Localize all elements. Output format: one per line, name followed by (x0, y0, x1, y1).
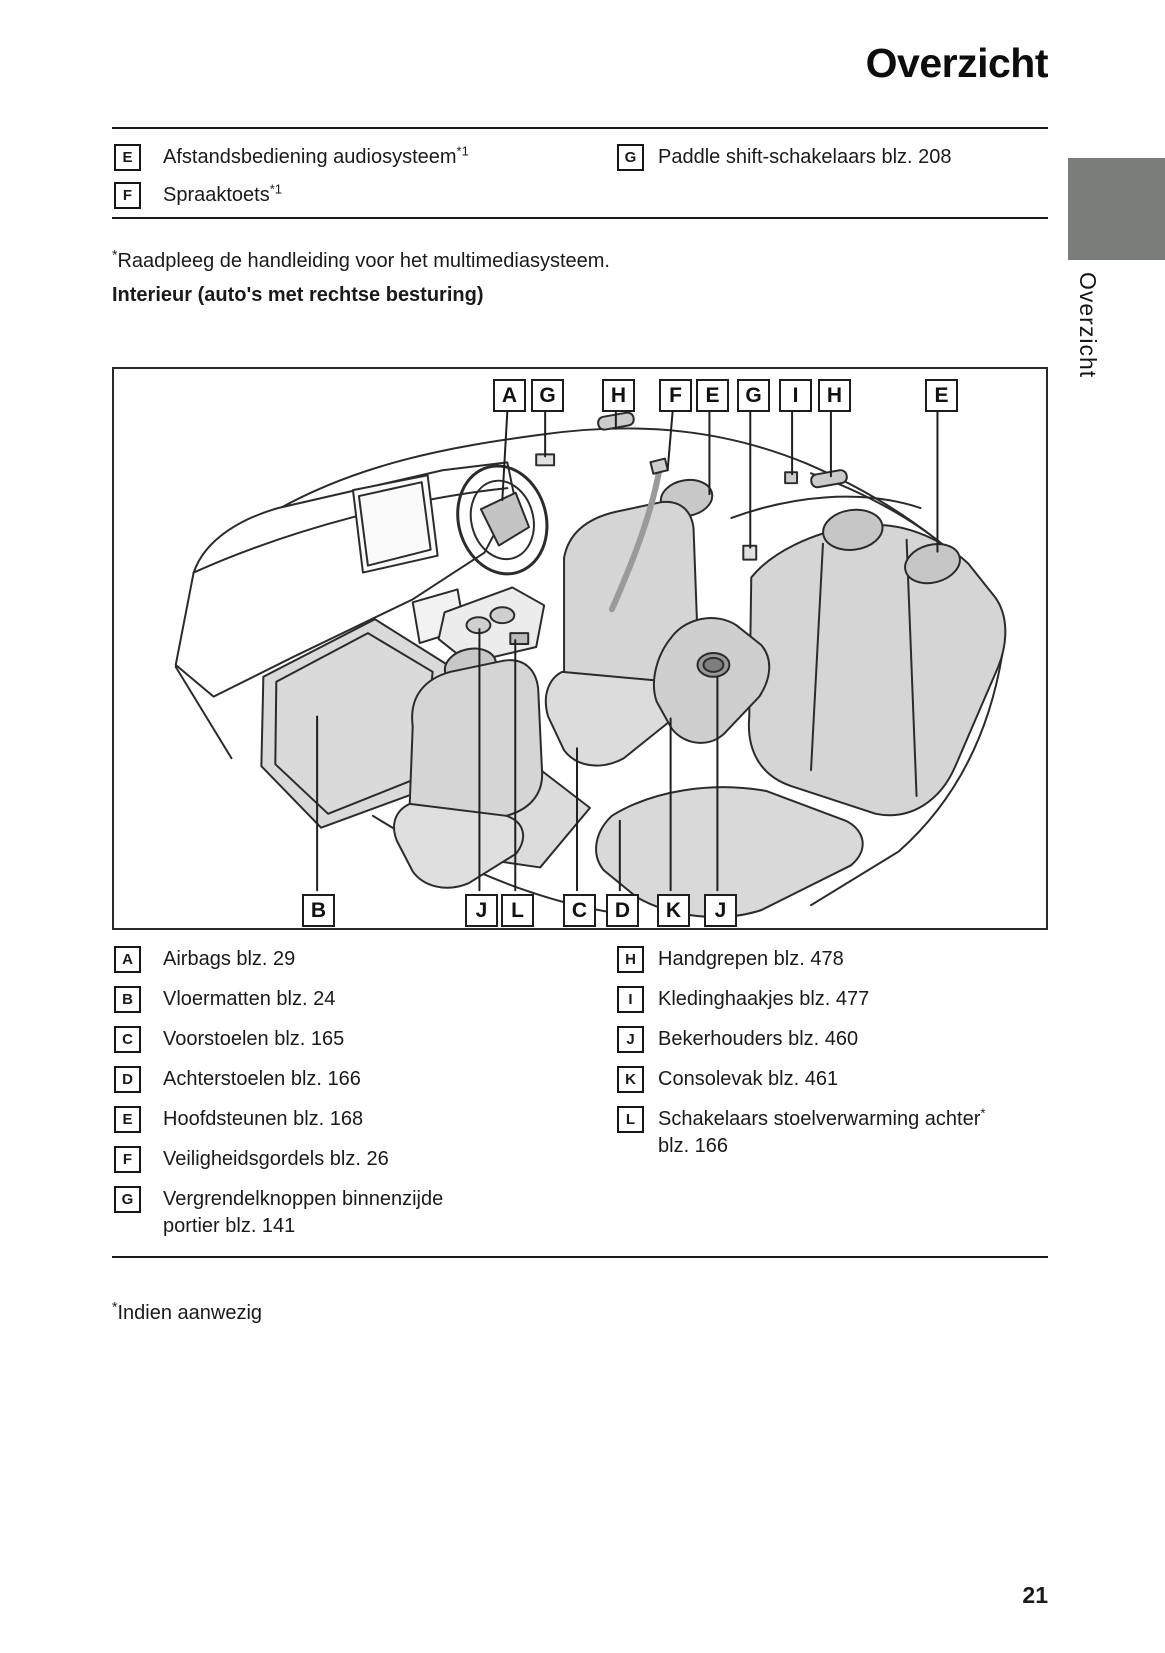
callout-key: E (122, 149, 133, 166)
callout-key: E (122, 1111, 133, 1128)
legend-item-A (114, 946, 574, 973)
legend-label (163, 946, 295, 973)
legend-label (163, 986, 335, 1013)
top-legend-label (658, 144, 952, 171)
legend-column-left (114, 946, 574, 1253)
legend-label-text: Kledinghaakjes blz. 477 (658, 988, 870, 1010)
legend-label (163, 1026, 344, 1053)
callout-key-box (114, 946, 141, 973)
top-legend-label-sup: *1 (269, 181, 283, 197)
legend-label-text: Achterstoelen blz. 166 (163, 1068, 361, 1090)
footnote-marker: * (112, 246, 118, 263)
legend-label (658, 946, 844, 973)
legend-label-text: Voorstoelen blz. 165 (163, 1028, 345, 1050)
callout-key-box (617, 1066, 644, 1093)
footnote-multimedia (112, 248, 610, 274)
legend-label-text: Handgrepen blz. 478 (658, 948, 844, 970)
chapter-tab-label: Overzicht (1075, 272, 1101, 379)
callout-key-box (617, 144, 644, 171)
legend-item-L (617, 1106, 1047, 1160)
diagram-callout: A (493, 379, 526, 412)
footnote-if-equipped (112, 1300, 262, 1326)
legend-item-F (114, 1146, 574, 1173)
footnote-text: Raadpleeg de handleiding voor het multimediasysteem. (117, 250, 610, 272)
legend-label-text: Bekerhouders blz. 460 (658, 1028, 859, 1050)
legend-label (163, 1186, 443, 1240)
legend-item-B (114, 986, 574, 1013)
legend-item-D (114, 1066, 574, 1093)
seat-heating-switches (510, 633, 528, 644)
callout-key: G (121, 1191, 134, 1208)
diagram-callout: B (302, 894, 335, 927)
legend-column-right (617, 946, 1047, 1173)
top-legend-label-text: Afstandsbediening audiosysteem (163, 146, 457, 168)
callout-key-box (114, 1186, 141, 1213)
legend-label-text: Vloermatten blz. 24 (163, 988, 336, 1010)
footnote-marker: * (112, 1298, 118, 1315)
diagram-callout: J (465, 894, 498, 927)
legend-label-text: Vergrendelknoppen binnenzijde (163, 1188, 444, 1210)
legend-label (658, 986, 869, 1013)
callout-key-box (617, 1026, 644, 1053)
chapter-tab-marker (1068, 158, 1165, 260)
diagram-callout: K (657, 894, 690, 927)
callout-key: F (122, 187, 133, 204)
diagram-callout: E (696, 379, 729, 412)
diagram-callout: H (818, 379, 851, 412)
legend-item-C (114, 1026, 574, 1053)
callout-key: C (122, 1031, 133, 1048)
legend-label-text: Veiligheidsgordels blz. 26 (163, 1148, 389, 1170)
legend-label-line2: blz. 166 (658, 1135, 729, 1157)
top-legend-label (163, 144, 469, 171)
callout-key: J (626, 1031, 635, 1048)
callout-key: I (628, 991, 633, 1008)
callout-key-box (114, 1106, 141, 1133)
diagram-callout: L (501, 894, 534, 927)
legend-label (658, 1066, 838, 1093)
legend-item-E (114, 1106, 574, 1133)
legend-label-text: Airbags blz. 29 (163, 948, 296, 970)
diagram-callout: H (602, 379, 635, 412)
callout-key-box (114, 1026, 141, 1053)
car-interior-illustration (114, 369, 1046, 928)
top-legend-label-text: Spraaktoets (163, 184, 270, 206)
legend-item-H (617, 946, 1047, 973)
diagram-callout: G (531, 379, 564, 412)
callout-key: H (625, 951, 636, 968)
top-legend-item-F (114, 182, 282, 209)
legend-label (658, 1026, 858, 1053)
top-legend-item-G (617, 144, 952, 171)
legend-item-G (114, 1186, 574, 1240)
callout-key-box (617, 986, 644, 1013)
top-legend-item-E (114, 144, 469, 171)
diagram-callout: D (606, 894, 639, 927)
legend-item-J (617, 1026, 1047, 1053)
divider-mid (112, 217, 1048, 219)
top-legend-label-sup: *1 (456, 143, 469, 159)
callout-key-box (114, 986, 141, 1013)
legend-label (658, 1106, 985, 1160)
legend-label-line2: portier blz. 141 (163, 1215, 296, 1237)
footnote-text: Indien aanwezig (117, 1302, 263, 1324)
section-heading: Interieur (auto's met rechtse besturing) (112, 284, 484, 306)
page-number: 21 (1022, 1582, 1048, 1608)
legend-label (163, 1106, 363, 1133)
legend-label-sup: * (980, 1105, 986, 1121)
front-cup-holder (490, 607, 514, 623)
page-title: Overzicht (865, 40, 1048, 86)
legend-label-text: Hoofdsteunen blz. 168 (163, 1108, 364, 1130)
callout-key: L (625, 1111, 636, 1128)
diagram-callout: I (779, 379, 812, 412)
callout-key: F (122, 1151, 133, 1168)
diagram-callout: E (925, 379, 958, 412)
legend-label-text: Schakelaars stoelverwarming achter (658, 1108, 981, 1130)
callout-key: B (122, 991, 133, 1008)
diagram-callout: F (659, 379, 692, 412)
callout-key: A (122, 951, 133, 968)
callout-key: D (122, 1071, 133, 1088)
top-legend-label (163, 182, 282, 209)
seat-belt-anchor (650, 459, 667, 474)
divider-bottom (112, 1256, 1048, 1258)
callout-key-box (114, 182, 141, 209)
diagram-callout: C (563, 894, 596, 927)
interior-diagram (112, 367, 1048, 930)
legend-label (163, 1066, 361, 1093)
legend-item-I (617, 986, 1047, 1013)
callout-key-box (114, 1066, 141, 1093)
callout-key-box (617, 1106, 644, 1133)
callout-key-box (617, 946, 644, 973)
diagram-callout: J (704, 894, 737, 927)
legend-item-K (617, 1066, 1047, 1093)
callout-key: K (625, 1071, 636, 1088)
divider-top (112, 127, 1048, 129)
diagram-callout: G (737, 379, 770, 412)
legend-label-text: Consolevak blz. 461 (658, 1068, 839, 1090)
legend-label (163, 1146, 389, 1173)
top-legend-label-text: Paddle shift-schakelaars blz. 208 (658, 146, 952, 168)
callout-key: G (624, 149, 637, 166)
callout-key-box (114, 144, 141, 171)
callout-key-box (114, 1146, 141, 1173)
